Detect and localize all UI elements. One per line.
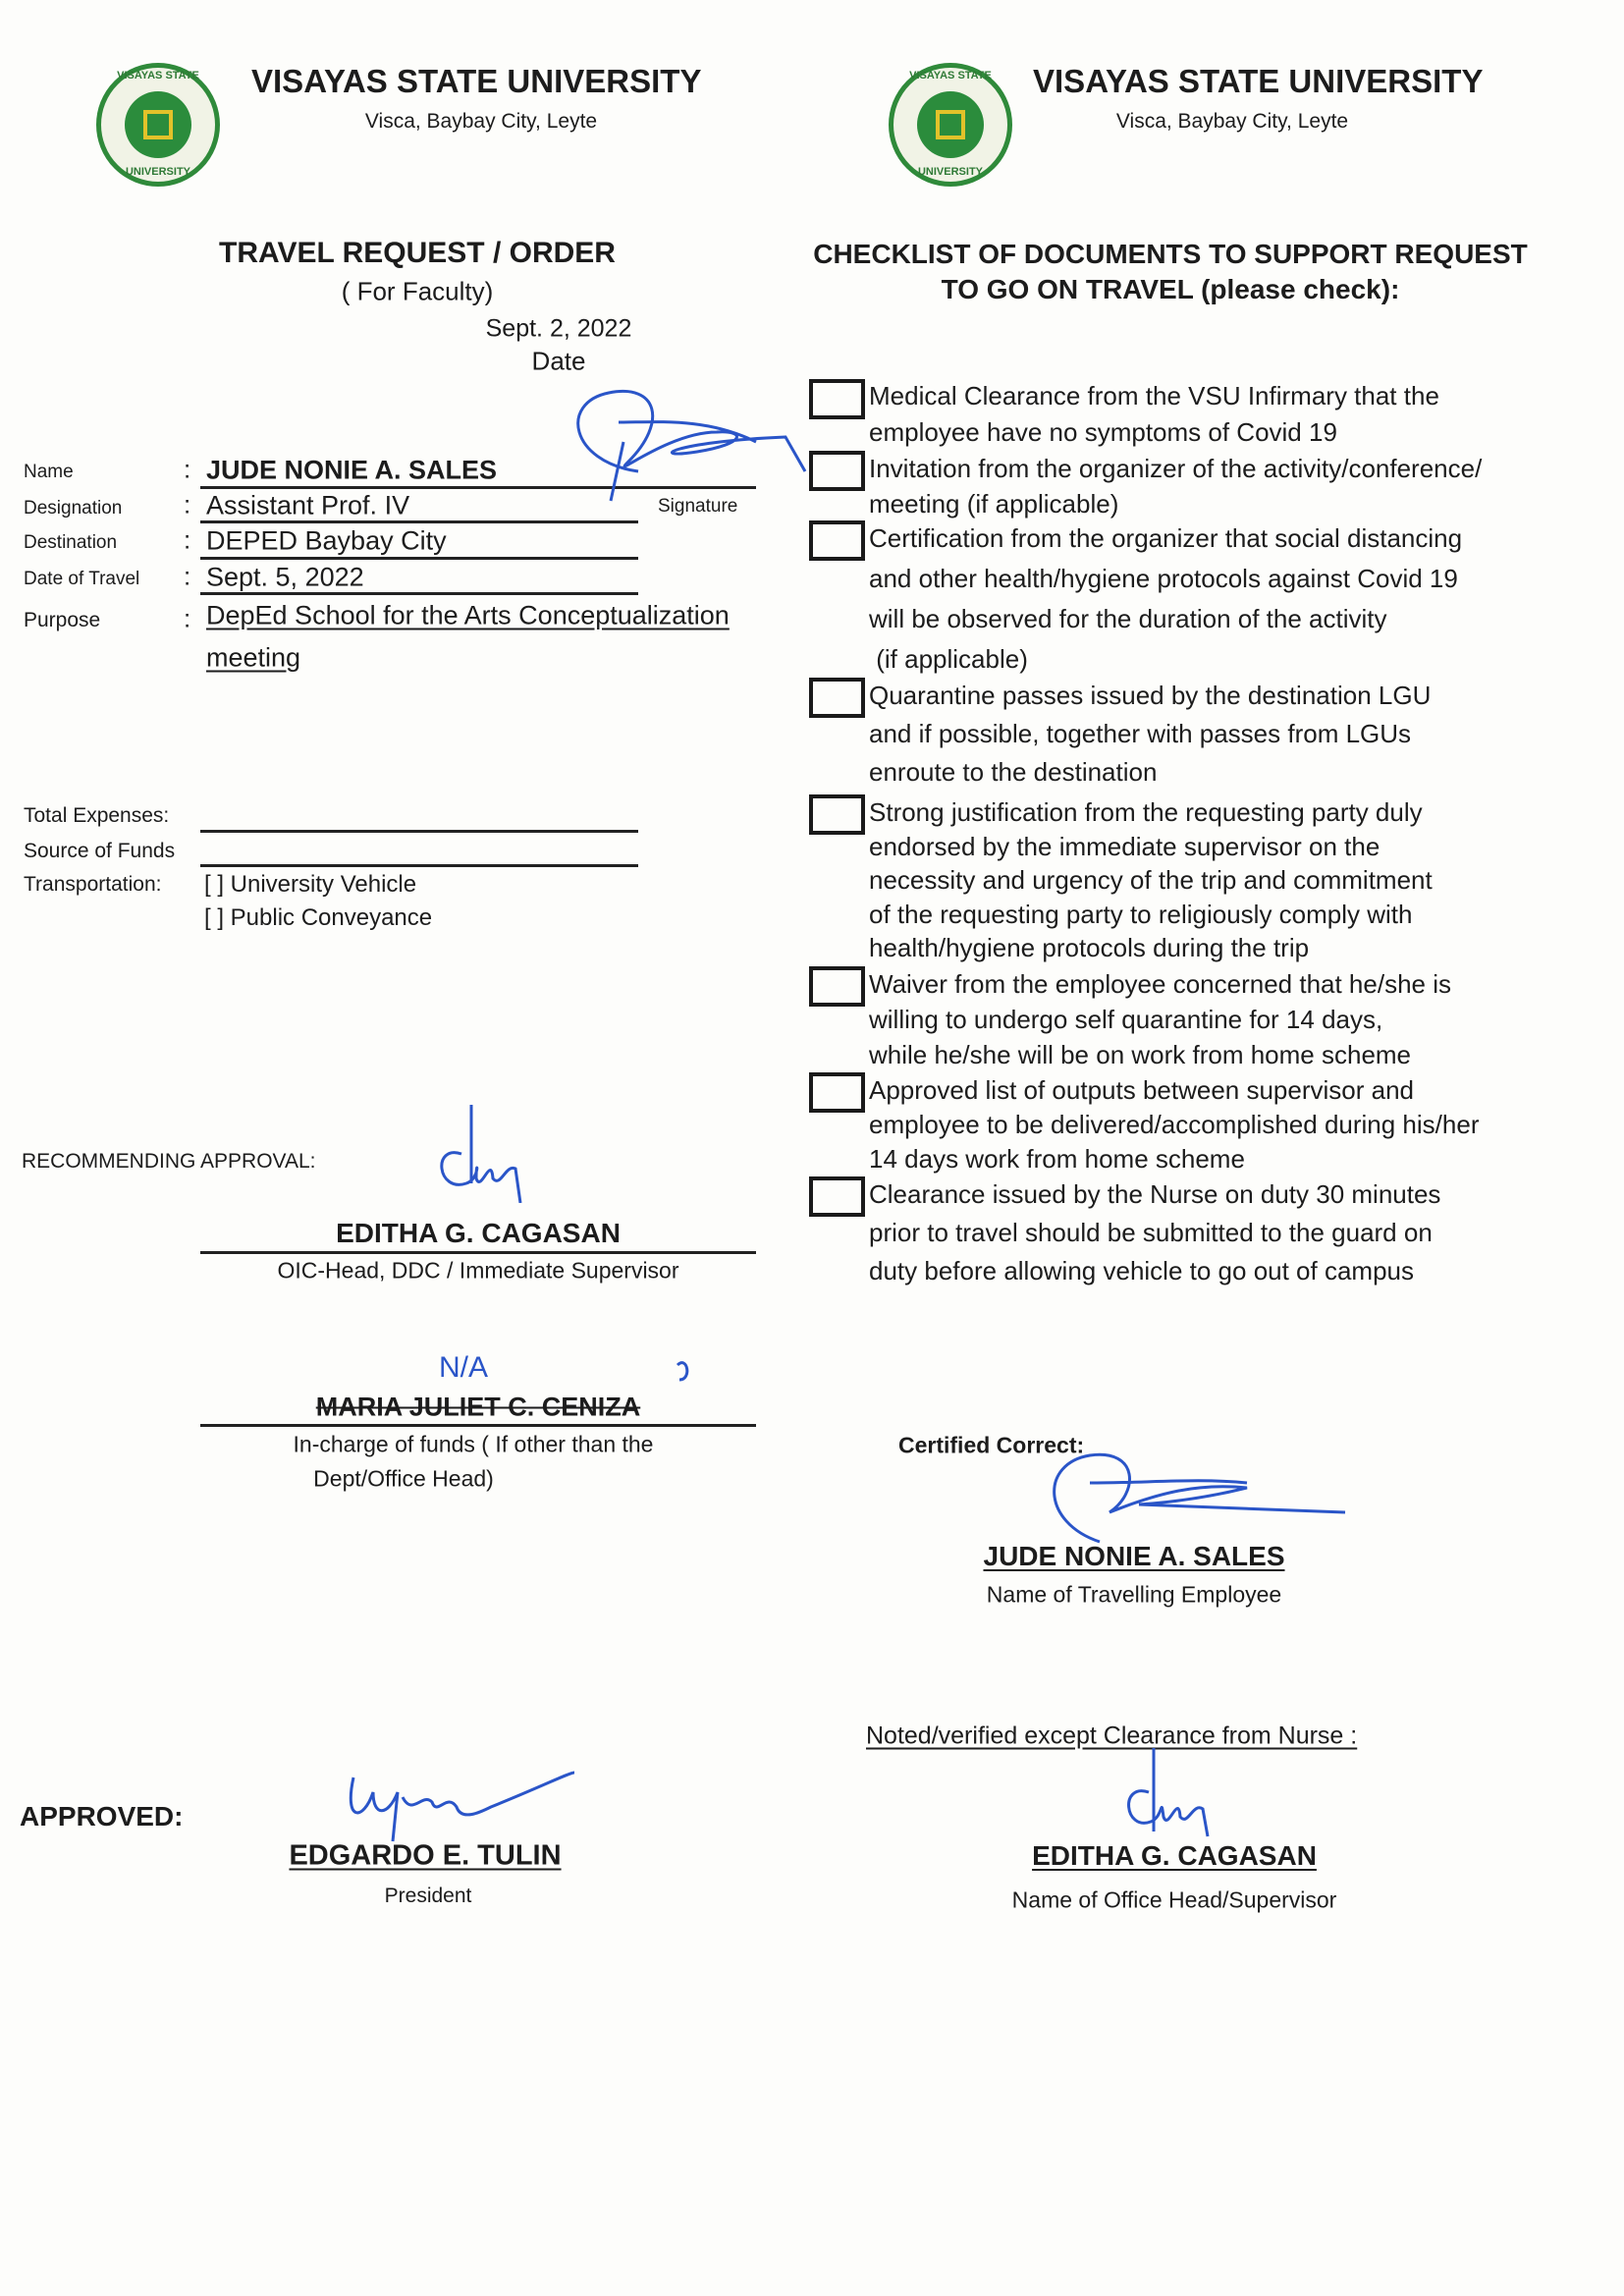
form-subtitle: ( For Faculty) xyxy=(341,276,494,306)
request-date: Sept. 2, 2022 xyxy=(485,314,632,343)
seal-text: VISAYAS STATE xyxy=(117,70,199,82)
item-text: enroute to the destination xyxy=(869,757,1158,787)
university-seal-logo xyxy=(96,63,220,187)
item-text: Strong justification from the requesting party duly xyxy=(869,797,1423,827)
item-text: willing to undergo self quarantine for 14 days, xyxy=(869,1005,1383,1034)
checklist-title: CHECKLIST OF DOCUMENTS TO SUPPORT REQUEST xyxy=(813,239,1528,269)
checklist-item xyxy=(869,1175,1440,1290)
purpose-value-line1: DepEd School for the Arts Conceptualization xyxy=(206,600,730,630)
checklist-checkbox[interactable] xyxy=(809,379,865,419)
purpose-value-line2: meeting xyxy=(206,642,301,673)
checklist-item xyxy=(869,966,1451,1072)
office-head-name: EDITHA G. CAGASAN xyxy=(1032,1840,1317,1871)
approver-name: EDGARDO E. TULIN xyxy=(289,1839,562,1872)
checklist-checkbox[interactable] xyxy=(809,1176,865,1217)
transport-option-public-conveyance[interactable]: [ ] Public Conveyance xyxy=(204,904,433,931)
checklist-checkbox[interactable] xyxy=(809,451,865,491)
name-label: Name xyxy=(24,462,74,482)
destination-underline xyxy=(200,557,638,560)
university-name: VISAYAS STATE UNIVERSITY xyxy=(1033,63,1484,99)
colon: : xyxy=(184,603,191,633)
seal-text: UNIVERSITY xyxy=(917,166,983,178)
recommending-title: OIC-Head, DDC / Immediate Supervisor xyxy=(277,1257,679,1284)
designation-underline xyxy=(200,520,638,523)
source-of-funds-label: Source of Funds xyxy=(24,840,176,862)
certified-correct-label: Certified Correct: xyxy=(898,1432,1085,1458)
travelling-employee-title: Name of Travelling Employee xyxy=(986,1581,1282,1608)
item-text: employee to be delivered/accomplished during his/her xyxy=(869,1110,1480,1139)
item-text: (if applicable) xyxy=(869,644,1028,674)
transport-option-university-vehicle[interactable]: [ ] University Vehicle xyxy=(204,871,417,898)
seal-text: UNIVERSITY xyxy=(125,166,190,178)
item-text: and if possible, together with passes from LGUs xyxy=(869,719,1412,748)
university-address: Visca, Baybay City, Leyte xyxy=(364,110,598,133)
signature-mark xyxy=(668,1355,707,1385)
university-address: Visca, Baybay City, Leyte xyxy=(1115,110,1349,133)
checklist-title-line2: TO GO ON TRAVEL (please check): xyxy=(941,274,1400,304)
item-text: of the requesting party to religiously comply with xyxy=(869,899,1413,929)
checklist-checkbox[interactable] xyxy=(809,1072,865,1113)
item-text: meeting (if applicable) xyxy=(869,489,1119,519)
checklist-item xyxy=(869,519,1462,680)
item-text: Certification from the organizer that social distancing xyxy=(869,523,1463,553)
total-expenses-field xyxy=(200,830,638,833)
item-text: employee have no symptoms of Covid 19 xyxy=(869,417,1337,447)
item-text: Invitation from the organizer of the activity/conference/ xyxy=(869,454,1483,483)
colon: : xyxy=(184,524,191,555)
item-text: Waiver from the employee concerned that he/she is xyxy=(869,969,1451,999)
approver-title: President xyxy=(384,1885,472,1907)
funds-title-line1: In-charge of funds ( If other than the xyxy=(293,1431,654,1457)
item-text: will be observed for the duration of the activity xyxy=(869,604,1387,633)
approved-label: APPROVED: xyxy=(20,1801,184,1831)
designation-value: Assistant Prof. IV xyxy=(206,490,410,520)
item-text: endorsed by the immediate supervisor on the xyxy=(869,831,1380,861)
item-text: prior to travel should be submitted to the guard on xyxy=(869,1218,1433,1247)
recommending-signature-line xyxy=(200,1251,756,1254)
recommending-approval-label: RECOMMENDING APPROVAL: xyxy=(22,1150,316,1173)
date-of-travel-underline xyxy=(200,592,638,595)
university-name: VISAYAS STATE UNIVERSITY xyxy=(251,63,702,99)
checklist-item xyxy=(869,451,1482,521)
item-text: while he/she will be on work from home scheme xyxy=(869,1040,1412,1069)
university-seal-logo xyxy=(889,63,1012,187)
checklist-checkbox[interactable] xyxy=(809,966,865,1007)
total-expenses-label: Total Expenses: xyxy=(24,804,170,827)
checklist-item xyxy=(869,378,1439,451)
checklist-checkbox[interactable] xyxy=(809,520,865,561)
checklist-item xyxy=(869,1073,1479,1176)
date-of-travel-value: Sept. 5, 2022 xyxy=(206,562,364,592)
colon: : xyxy=(184,454,191,484)
funds-in-charge-name: MARIA JULIET C. CENIZA xyxy=(315,1392,641,1422)
funds-title-line2: Dept/Office Head) xyxy=(313,1465,494,1492)
item-text: duty before allowing vehicle to go out of campus xyxy=(869,1256,1415,1285)
item-text: health/hygiene protocols during the trip xyxy=(869,933,1310,962)
date-of-travel-label: Date of Travel xyxy=(24,569,140,589)
signature-scribble xyxy=(1031,1444,1355,1552)
item-text: necessity and urgency of the trip and commitment xyxy=(869,865,1433,895)
signature-label: Signature xyxy=(658,496,738,517)
purpose-label: Purpose xyxy=(24,609,101,631)
item-text: Medical Clearance from the VSU Infirmary that the xyxy=(869,381,1439,410)
signature-scribble xyxy=(344,1763,579,1851)
recommending-name: EDITHA G. CAGASAN xyxy=(336,1218,621,1248)
item-text: Quarantine passes issued by the destination LGU xyxy=(869,681,1432,710)
date-label: Date xyxy=(531,346,586,376)
checklist-item xyxy=(869,795,1433,965)
colon: : xyxy=(184,489,191,519)
signature-scribble xyxy=(550,383,815,511)
signature-scribble xyxy=(1110,1738,1227,1846)
designation-label: Designation xyxy=(24,498,123,519)
item-text: Approved list of outputs between supervisor and xyxy=(869,1075,1415,1105)
checklist-checkbox[interactable] xyxy=(809,678,865,718)
item-text: and other health/hygiene protocols against Covid 19 xyxy=(869,564,1458,593)
funds-signature-line xyxy=(200,1424,756,1427)
name-value: JUDE NONIE A. SALES xyxy=(206,455,498,485)
item-text: 14 days work from home scheme xyxy=(869,1144,1245,1174)
colon: : xyxy=(184,561,191,591)
destination-label: Destination xyxy=(24,532,118,553)
noted-verified-label: Noted/verified except Clearance from Nurse : xyxy=(866,1722,1358,1750)
travelling-employee-name: JUDE NONIE A. SALES xyxy=(983,1541,1285,1571)
name-underline xyxy=(200,486,756,489)
na-annotation: N/A xyxy=(438,1351,489,1384)
checklist-checkbox[interactable] xyxy=(809,794,865,835)
office-head-title: Name of Office Head/Supervisor xyxy=(1011,1886,1337,1913)
seal-text: VISAYAS STATE xyxy=(909,70,992,82)
checklist-item xyxy=(869,677,1431,792)
signature-scribble xyxy=(422,1095,540,1203)
form-title: TRAVEL REQUEST / ORDER xyxy=(219,237,616,269)
transportation-label: Transportation: xyxy=(24,873,162,896)
source-of-funds-field xyxy=(200,864,638,867)
destination-value: DEPED Baybay City xyxy=(206,525,447,556)
item-text: Clearance issued by the Nurse on duty 30 minutes xyxy=(869,1179,1441,1209)
